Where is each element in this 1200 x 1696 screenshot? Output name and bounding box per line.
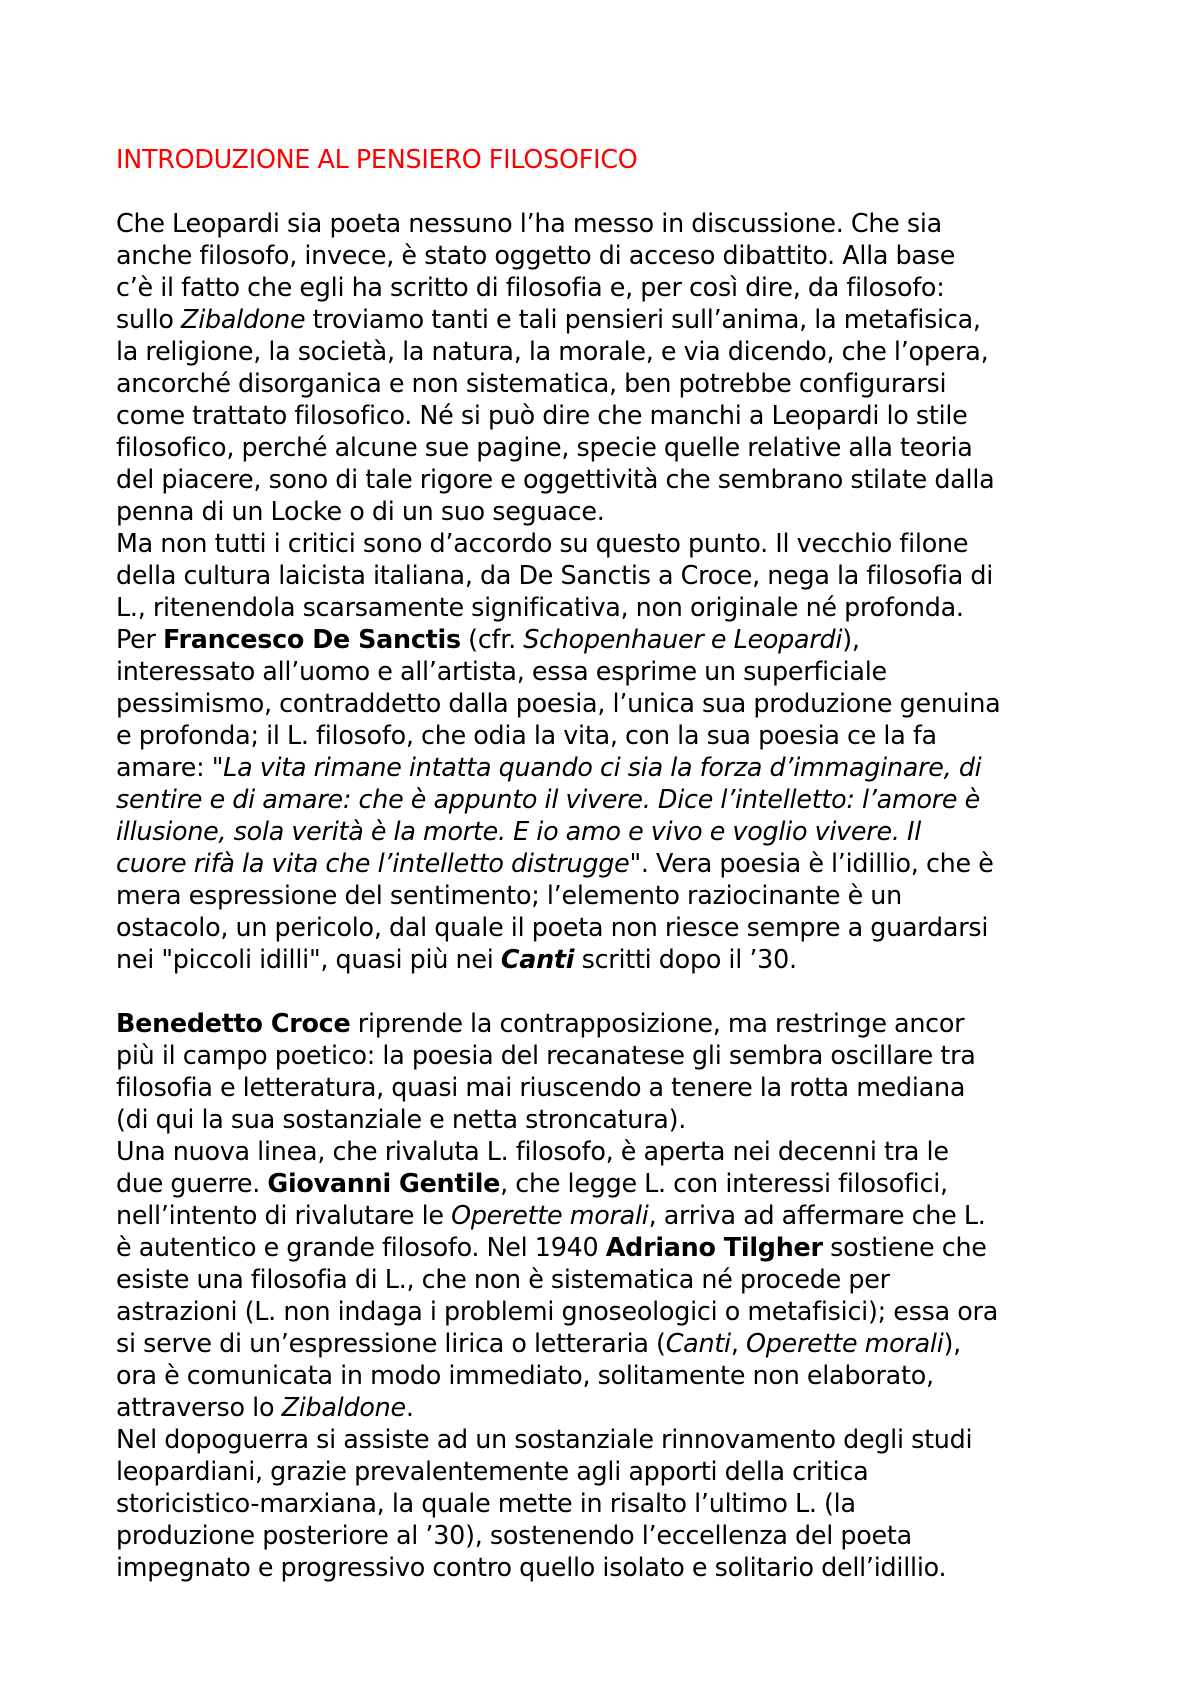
text-run: è autentico e grande filosofo. Nel 1940 (116, 1232, 606, 1262)
text-line (116, 239, 1116, 271)
text-run: della cultura laicista italiana, da De Sanctis a Croce, nega la filosofia di (116, 560, 994, 590)
paragraph (116, 527, 1116, 975)
text-line (116, 1103, 1116, 1135)
text-run: nell’intento di rivalutare le (116, 1200, 452, 1230)
text-run: Ma non tutti i critici sono d’accordo su questo punto. Il vecchio filone (116, 528, 969, 558)
text-run: troviamo tanti e tali pensieri sull’anima, la metafisica, (305, 304, 981, 334)
text-line (116, 1391, 1116, 1423)
bold-text: Giovanni Gentile (267, 1168, 501, 1198)
text-run: penna di un Locke o di un suo seguace. (116, 496, 605, 526)
text-run: del piacere, sono di tale rigore e oggettività che sembrano stilate dalla (116, 464, 995, 494)
text-line (116, 879, 1116, 911)
paragraph-spacer (116, 975, 1116, 1007)
text-line (116, 911, 1116, 943)
text-run: c’è il fatto che egli ha scritto di filosofia e, per così dire, da filosofo: (116, 272, 945, 302)
text-line (116, 527, 1116, 559)
paragraph (116, 1007, 1116, 1135)
text-line (116, 1519, 1116, 1551)
text-line (116, 1167, 1116, 1199)
italic-text: Operette morali (451, 1200, 649, 1230)
document-body (116, 143, 1116, 1583)
italic-text: illusione, sola verità è la morte. E io amo e vivo e voglio vivere. Il (116, 816, 922, 846)
italic-text: Zibaldone (281, 1392, 406, 1422)
text-line (116, 1295, 1116, 1327)
text-line (116, 1199, 1116, 1231)
text-run: Nel dopoguerra si assiste ad un sostanziale rinnovamento degli studi (116, 1424, 973, 1454)
text-run: esiste una filosofia di L., che non è sistematica né procede per (116, 1264, 890, 1294)
italic-text: sentire e di amare: che è appunto il vivere. Dice l’intelletto: l’amore è (116, 784, 981, 814)
text-line (116, 335, 1116, 367)
text-line (116, 1359, 1116, 1391)
text-line (116, 943, 1116, 975)
text-run: Una nuova linea, che rivaluta L. filosofo, è aperta nei decenni tra le (116, 1136, 949, 1166)
text-run: (cfr. (460, 624, 524, 654)
text-run: L., ritenendola scarsamente significativa, non originale né profonda. (116, 592, 964, 622)
text-run: ), (842, 624, 860, 654)
text-line (116, 623, 1116, 655)
text-run: la religione, la società, la natura, la morale, e via dicendo, che l’opera, (116, 336, 989, 366)
text-run: sostiene che (822, 1232, 987, 1262)
text-run: anche filosofo, invece, è stato oggetto di acceso dibattito. Alla base (116, 240, 956, 270)
text-line (116, 495, 1116, 527)
text-run: e profonda; il L. filosofo, che odia la vita, con la sua poesia ce la fa (116, 720, 937, 750)
text-line (116, 687, 1116, 719)
text-run: , arriva ad affermare che L. (648, 1200, 986, 1230)
text-line (116, 559, 1116, 591)
text-line (116, 463, 1116, 495)
text-run: nei "piccoli idilli", quasi più nei (116, 944, 501, 974)
text-run: (di qui la sua sostanziale e netta stroncatura). (116, 1104, 687, 1134)
text-line (116, 207, 1116, 239)
text-line (116, 1551, 1116, 1583)
text-line (116, 1231, 1116, 1263)
text-line (116, 847, 1116, 879)
text-run: leopardiani, grazie prevalentemente agli apporti della critica (116, 1456, 869, 1486)
text-run: scritti dopo il ’30. (574, 944, 797, 974)
text-run: ". Vera poesia è l’idillio, che è (629, 848, 994, 878)
text-run: storicistico-marxiana, la quale mette in risalto l’ultimo L. (la (116, 1488, 856, 1518)
text-run: riprende la contrapposizione, ma restringe ancor (350, 1008, 965, 1038)
text-line (116, 1039, 1116, 1071)
paragraph (116, 207, 1116, 527)
bold-text: Adriano Tilgher (605, 1232, 823, 1262)
italic-text: Canti (665, 1328, 731, 1358)
text-run: come trattato filosofico. Né si può dire che manchi a Leopardi lo stile (116, 400, 968, 430)
italic-text: cuore rifà la vita che l’intelletto distrugge (116, 848, 630, 878)
text-run: sullo (116, 304, 182, 334)
text-run: Per (116, 624, 164, 654)
italic-text: Operette morali (746, 1328, 944, 1358)
text-line (116, 1263, 1116, 1295)
text-run: più il campo poetico: la poesia del recanatese gli sembra oscillare tra (116, 1040, 976, 1070)
text-run: filosofia e letteratura, quasi mai riuscendo a tenere la rotta mediana (116, 1072, 966, 1102)
text-run: ora è comunicata in modo immediato, solitamente non elaborato, (116, 1360, 934, 1390)
text-line (116, 367, 1116, 399)
text-line (116, 1135, 1116, 1167)
text-run: ancorché disorganica e non sistematica, ben potrebbe configurarsi (116, 368, 947, 398)
text-line (116, 399, 1116, 431)
paragraph (116, 1423, 1116, 1583)
text-run: , che legge L. con interessi filosofici, (500, 1168, 948, 1198)
text-run: Che Leopardi sia poeta nessuno l’ha messo in discussione. Che sia (116, 208, 942, 238)
bold-text: Canti (500, 944, 575, 974)
bold-text: Benedetto Croce (116, 1008, 351, 1038)
text-line (116, 1487, 1116, 1519)
text-line (116, 1327, 1116, 1359)
text-run: filosofico, perché alcune sue pagine, specie quelle relative alla teoria (116, 432, 973, 462)
text-run: si serve di un’espressione lirica o letteraria ( (116, 1328, 666, 1358)
bold-text: Francesco De Sanctis (163, 624, 461, 654)
text-run: , (730, 1328, 746, 1358)
text-line (116, 303, 1116, 335)
text-line (116, 751, 1116, 783)
italic-text: La vita rimane intatta quando ci sia la forza d’immaginare, di (223, 752, 982, 782)
text-line (116, 1455, 1116, 1487)
text-line (116, 1423, 1116, 1455)
text-run: attraverso lo (116, 1392, 282, 1422)
document-title: INTRODUZIONE AL PENSIERO FILOSOFICO (116, 144, 638, 174)
text-run: produzione posteriore al ’30), sostenendo l’eccellenza del poeta (116, 1520, 912, 1550)
text-line (116, 783, 1116, 815)
italic-text: Zibaldone (181, 304, 306, 334)
text-run: ), (943, 1328, 961, 1358)
text-run: pessimismo, contraddetto dalla poesia, l’unica sua produzione genuina (116, 688, 1001, 718)
text-run: mera espressione del sentimento; l’elemento raziocinante è un (116, 880, 902, 910)
text-run: ostacolo, un pericolo, dal quale il poeta non riesce sempre a guardarsi (116, 912, 989, 942)
text-run: astrazioni (L. non indaga i problemi gnoseologici o metafisici); essa ora (116, 1296, 998, 1326)
text-line (116, 655, 1116, 687)
text-run: impegnato e progressivo contro quello isolato e solitario dell’idillio. (116, 1552, 947, 1582)
paragraph (116, 1135, 1116, 1423)
text-line (116, 591, 1116, 623)
text-line (116, 1007, 1116, 1039)
text-run: due guerre. (116, 1168, 268, 1198)
text-line (116, 431, 1116, 463)
text-run: interessato all’uomo e all’artista, essa esprime un superficiale (116, 656, 887, 686)
text-line (116, 719, 1116, 751)
text-line (116, 815, 1116, 847)
text-line (116, 1071, 1116, 1103)
text-run: amare: " (116, 752, 224, 782)
italic-text: Schopenhauer e Leopardi (523, 624, 843, 654)
text-run: . (405, 1392, 414, 1422)
text-line (116, 271, 1116, 303)
